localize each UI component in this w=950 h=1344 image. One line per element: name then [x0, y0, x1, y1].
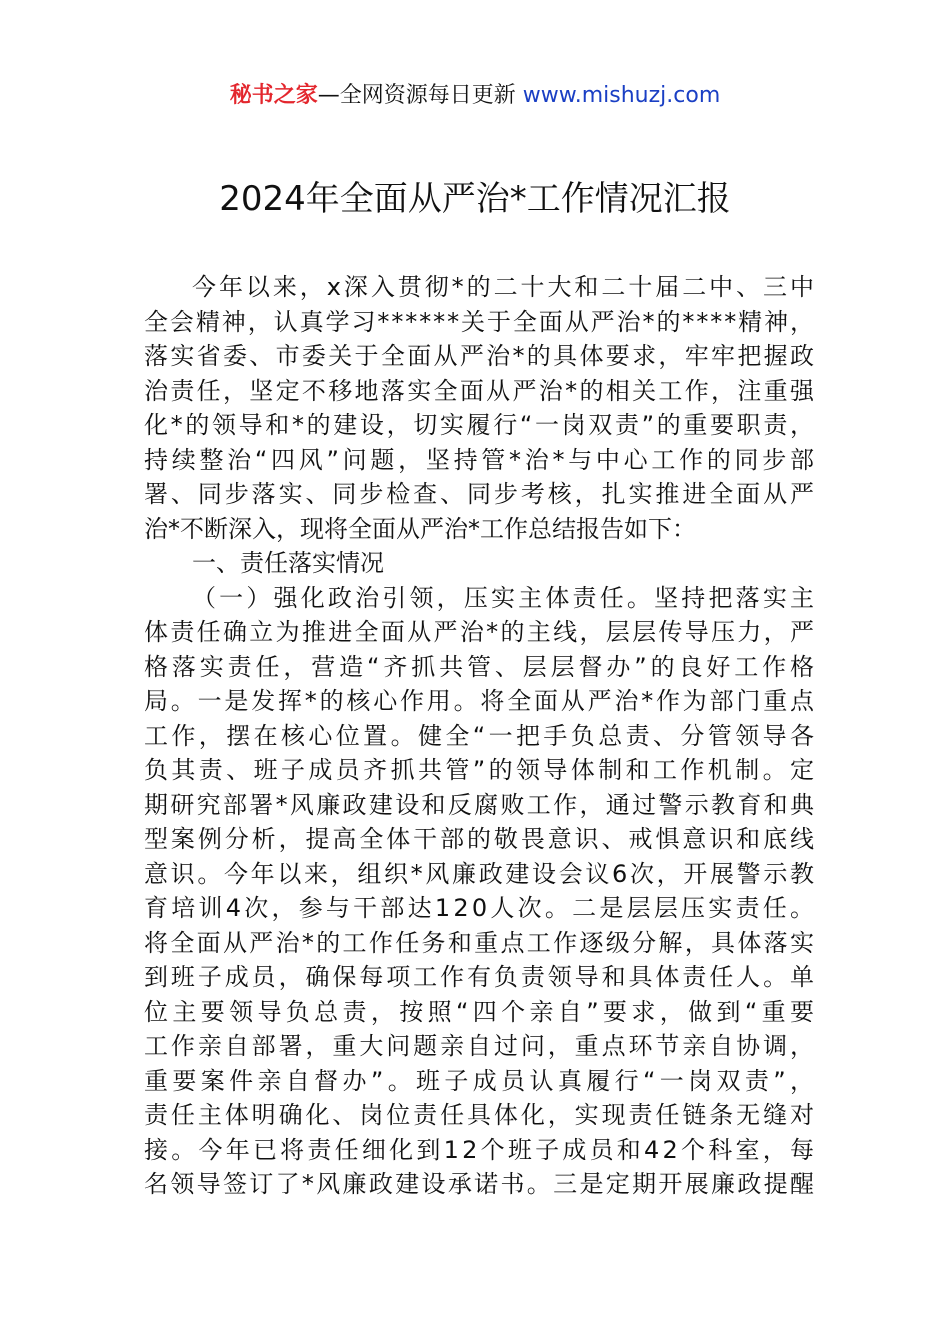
body-line: 工作亲自部署，重大问题亲自过问，重点环节亲自协调，: [144, 1032, 817, 1060]
document-body: [144, 270, 819, 1202]
body-line: 局。一是发挥*的核心作用。将全面从严治*作为部门重点: [144, 687, 817, 715]
body-line: 工作，摆在核心位置。健全“一把手负总责、分管领导各: [144, 721, 818, 750]
site-slogan: —全网资源每日更新: [317, 83, 516, 108]
body-line: 全会精神，认真学习******关于全面从严治*的****精神，: [144, 307, 816, 336]
body-line: 持续整治“四风”问题，坚持管*治*与中心工作的同步部: [144, 445, 818, 474]
site-header: [0, 80, 950, 112]
body-line: 治责任，坚定不移地落实全面从严治*的相关工作，注重强: [144, 376, 817, 405]
body-line: 型案例分析，提高全体干部的敬畏意识、戒惧意识和底线: [144, 825, 817, 853]
document-title: 2024年全面从严治*工作情况汇报: [219, 179, 731, 219]
body-line: 责任主体明确化、岗位责任具体化，实现责任链条无缝对: [144, 1101, 817, 1129]
body-line: 期研究部署*风廉政建设和反腐败工作，通过警示教育和典: [144, 790, 817, 819]
body-line: 体责任确立为推进全面从严治*的主线，层层传导压力，严: [144, 618, 817, 646]
site-url-link[interactable]: www.mishuzj.com: [522, 83, 721, 108]
body-line: 一、责任落实情况: [192, 549, 384, 577]
body-line: 化*的领导和*的建设，切实履行“一岗双责”的重要职责，: [144, 411, 817, 439]
body-line: 负其责、班子成员齐抓共管”的领导体制和工作机制。定: [144, 756, 818, 784]
body-line: 到班子成员，确保每项工作有负责领导和具体责任人。单: [144, 963, 817, 991]
body-line: 重要案件亲自督办”。班子成员认真履行“一岗双责”，: [144, 1066, 819, 1095]
body-line: 将全面从严治*的工作任务和重点工作逐级分解，具体落实: [144, 928, 817, 957]
body-line: 署、同步落实、同步检查、同步考核，扎实推进全面从严: [144, 480, 817, 508]
body-line: 治*不断深入，现将全面从严治*工作总结报告如下：: [144, 514, 696, 543]
body-line: 落实省委、市委关于全面从严治*的具体要求，牢牢把握政: [144, 342, 817, 370]
body-line: 今年以来，x深入贯彻*的二十大和二十届二中、三中: [192, 273, 817, 301]
site-brand: 秘书之家: [229, 83, 318, 108]
body-line: 接。今年已将责任细化到12个班子成员和42个科室，每: [144, 1135, 818, 1164]
body-line: 育培训4次，参与干部达120人次。二是层层压实责任。: [144, 894, 818, 922]
body-line: 格落实责任，营造“齐抓共管、层层督办”的良好工作格: [144, 652, 818, 681]
body-line: 名领导签订了*风廉政建设承诺书。三是定期开展廉政提醒: [144, 1170, 817, 1198]
body-line: （一）强化政治引领，压实主体责任。坚持把落实主: [192, 583, 818, 612]
body-line: 意识。今年以来，组织*风廉政建设会议6次，开展警示教: [144, 859, 817, 888]
body-line: 位主要领导负总责，按照“四个亲自”要求，做到“重要: [144, 997, 819, 1026]
